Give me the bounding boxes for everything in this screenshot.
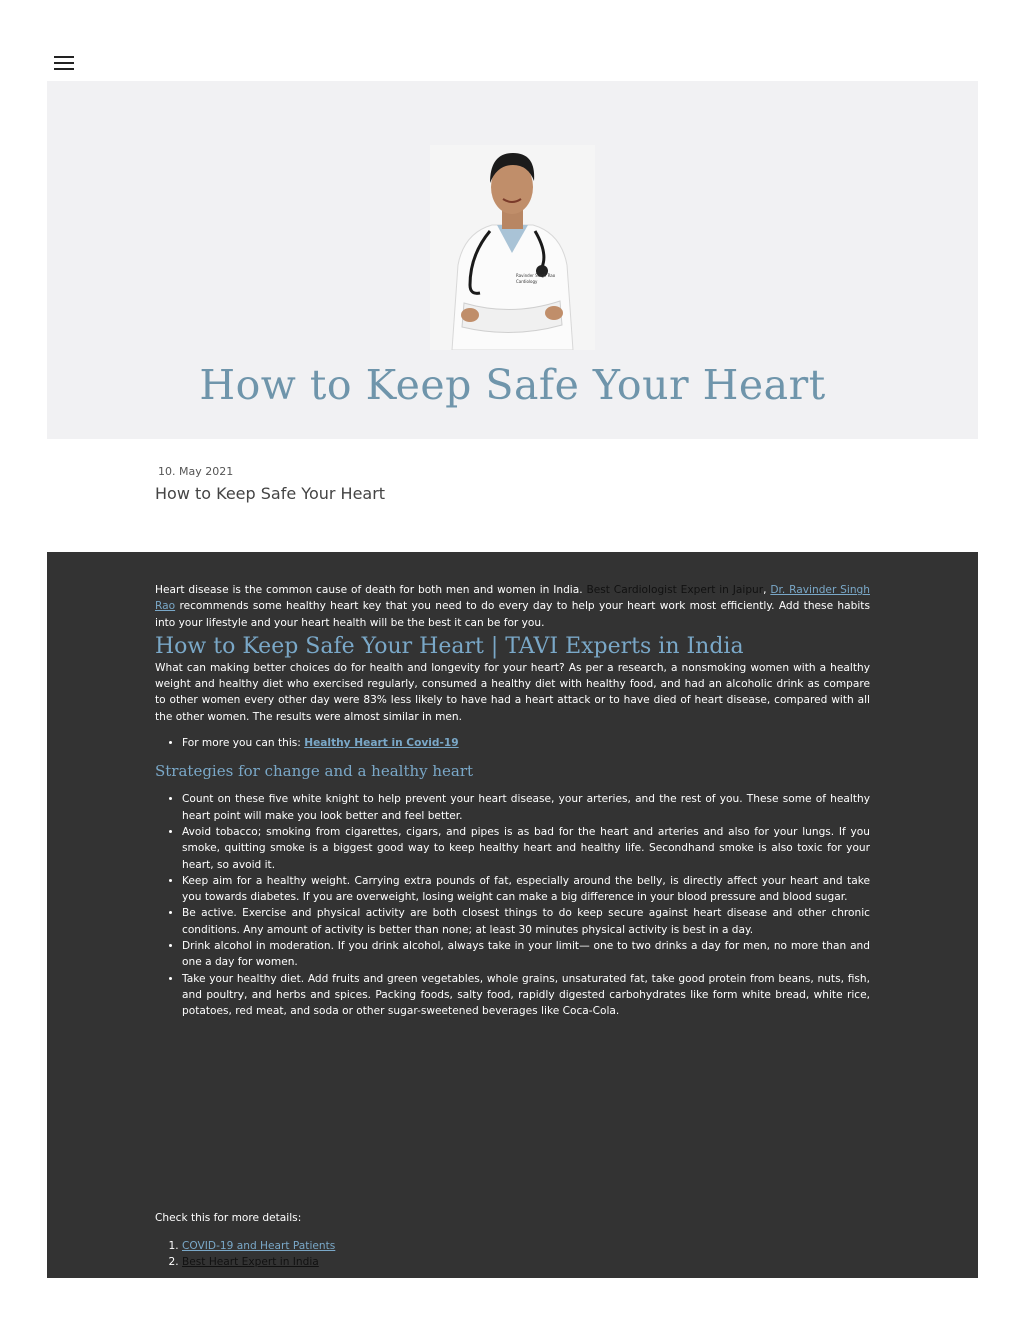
research-paragraph: What can making better choices do for health and longevity for your heart? As per a research, a nonsmoking women with a healthy weight and healthy diet who exercised regularly, consumed a healthy diet with healthy food, and had an alcoholic drink as compare to other women every other day were 83% less likely to have had a heart attack or to have died of heart disease, compared with all the other women. The results were almost similar in men. <box>155 661 870 723</box>
intro-rest: recommends some healthy heart key that you need to do every day to help your heart work most efficiently. Add these habits into your lifestyle and your heart health will be the best it can be for you. <box>155 600 870 629</box>
list-item: • Keep aim for a healthy weight. Carrying extra pounds of fat, especially around the belly, is directly affect your heart and take you towards diabetes. If you are overweight, losing weight can make a big difference in your blood pressure and blood sugar. <box>182 873 870 906</box>
post-date: 10. May 2021 <box>158 465 234 478</box>
hamburger-menu-icon[interactable] <box>54 56 74 71</box>
svg-text:Cardiology: Cardiology <box>516 279 538 284</box>
more-list <box>155 735 870 751</box>
list-item: • Count on these five white knight to help prevent your heart disease, your arteries, and the rest of you. These some of healthy heart point will make you look better and feel better. <box>182 791 870 824</box>
best-cardiologist-link[interactable]: Best Cardiologist Expert in Jaipur <box>586 584 764 596</box>
intro-comma: , <box>763 584 767 596</box>
covid-heart-patients-link[interactable]: COVID-19 and Heart Patients <box>182 1239 336 1252</box>
article-section <box>47 552 978 1278</box>
section-heading-tavi: How to Keep Safe Your Heart | TAVI Experts in India <box>155 633 744 659</box>
list-item <box>182 1254 870 1270</box>
embed-spacer <box>155 1020 870 1210</box>
section-heading-strategies: Strategies for change and a healthy heart <box>155 762 474 781</box>
article-body <box>155 582 870 1270</box>
hero-banner <box>47 81 978 439</box>
dr-ravinder-link[interactable]: Dr. Ravinder Singh Rao <box>155 584 870 613</box>
healthy-heart-covid-link[interactable]: Healthy Heart in Covid-19 <box>304 737 459 750</box>
details-label: Check this for more details: <box>155 1211 302 1224</box>
svg-text:Ravinder Singh Rao: Ravinder Singh Rao <box>516 273 556 278</box>
list-item: • Take your healthy diet. Add fruits and green vegetables, whole grains, unsaturated fat, take good protein from beans, nuts, fish, and poultry, and herbs and spices. Packing foods, salty food, rapidly digested carbohydrates like form white bread, white rice, potatoes, red meat, and soda or other sugar-sweetened beverages like Coca-Cola. <box>182 971 870 1020</box>
list-item: • Avoid tobacco; smoking from cigarettes, cigars, and pipes is as bad for the heart and arteries and also for your lungs. If you smoke, quitting smoke is a biggest good way to keep healthy heart and healthy life. Secondhand smoke is also toxic for your heart, so avoid it. <box>182 824 870 873</box>
post-title[interactable]: How to Keep Safe Your Heart <box>155 484 386 503</box>
list-item <box>182 735 870 751</box>
tips-list <box>155 791 870 1019</box>
intro-paragraph <box>155 582 870 631</box>
more-prefix: For more you can this: <box>182 737 301 750</box>
list-item <box>182 1238 870 1254</box>
list-item: • Drink alcohol in moderation. If you drink alcohol, always take in your limit— one to two drinks a day for men, no more than and one a day for women. <box>182 938 870 971</box>
doctor-photo <box>430 145 595 350</box>
list-item: • Be active. Exercise and physical activity are both closest things to do keep secure against heart disease and other chronic conditions. Any amount of activity is better than none; at least 30 minutes physical activity is best in a day. <box>182 905 870 938</box>
details-list <box>155 1238 870 1271</box>
best-heart-expert-link[interactable]: Best Heart Expert in India <box>182 1256 319 1269</box>
hero-title: How to Keep Safe Your Heart <box>199 361 826 409</box>
intro-text: Heart disease is the common cause of death for both men and women in India. <box>155 584 583 596</box>
